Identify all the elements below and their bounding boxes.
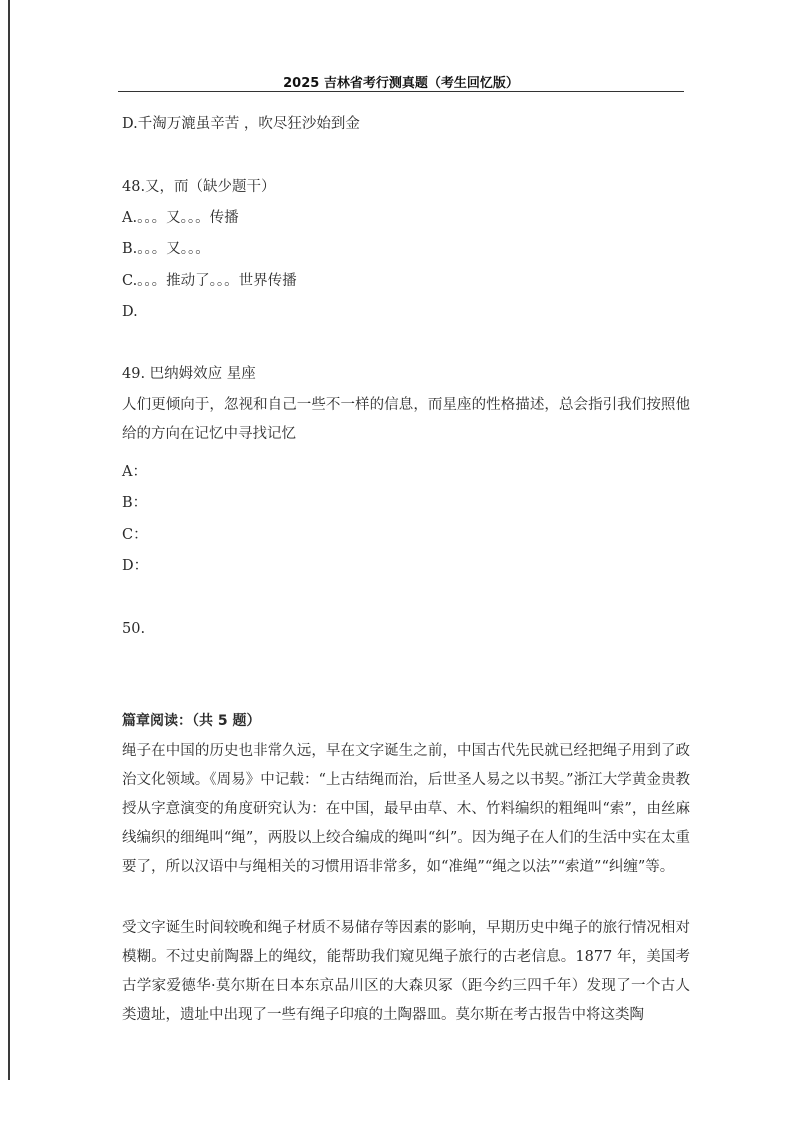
reading-paragraph-2: 受文字诞生时间较晚和绳子材质不易储存等因素的影响，早期历史中绳子的旅行情况相对模糊。不过史前陶器上的绳纹，能帮助我们窥见绳子旅行的古老信息。1877 年，美国考古学家爱德华·莫尔斯在日本东京品川区的大森贝冢（距今约三四千年）发现了一个古人类遗址，遗址中出现了一些有绳子印痕的土陶器皿。莫尔斯在考古报告中将这类陶 [122,920,690,1023]
q49-stem: 49. 巴纳姆效应 星座 [122,366,256,382]
left-margin-rule [8,0,10,1080]
q48-option-a: A.。。。又。。。传播 [122,210,239,226]
q50-stem: 50. [122,621,146,637]
page-header-title: 2025 吉林省考行测真题（考生回忆版） [283,76,519,91]
q48-option-c: C.。。。推动了。。。世界传播 [122,273,297,289]
q49-option-b: B： [122,495,148,511]
q49-option-c: C： [122,527,148,543]
header-divider [118,91,684,92]
q47-option-d: D.千淘万漉虽辛苦 ，吹尽狂沙始到金 [122,116,360,132]
reading-paragraph-1: 绳子在中国的历史也非常久远，早在文字诞生之前，中国古代先民就已经把绳子用到了政治文化领域。《周易》中记载：“上古结绳而治，后世圣人易之以书契。”浙江大学黄金贵教授从字意演变的角度研究认为：在中国，最早由草、木、竹料编织的粗绳叫“索”，由丝麻线编织的细绳叫“绳”，两股以上绞合编成的绳叫“纠”。因为绳子在人们的生活中实在太重要了，所以汉语中与绳相关的习惯用语非常多，如“准绳”“绳之以法”“索道”“纠缠”等。 [122,743,690,875]
q48-option-b: B.。。。又。。。 [122,241,210,257]
reading-heading: 篇章阅读：（共 5 题） [122,713,261,729]
q49-option-a: A： [122,464,147,480]
q48-stem: 48.又，而（缺少题干） [122,179,276,195]
q49-option-d: D： [122,558,149,574]
q48-option-d: D. [122,304,138,320]
q49-text: 人们更倾向于，忽视和自己一些不一样的信息，而星座的性格描述，总会指引我们按照他给的方向在记忆中寻找记忆 [122,397,690,442]
